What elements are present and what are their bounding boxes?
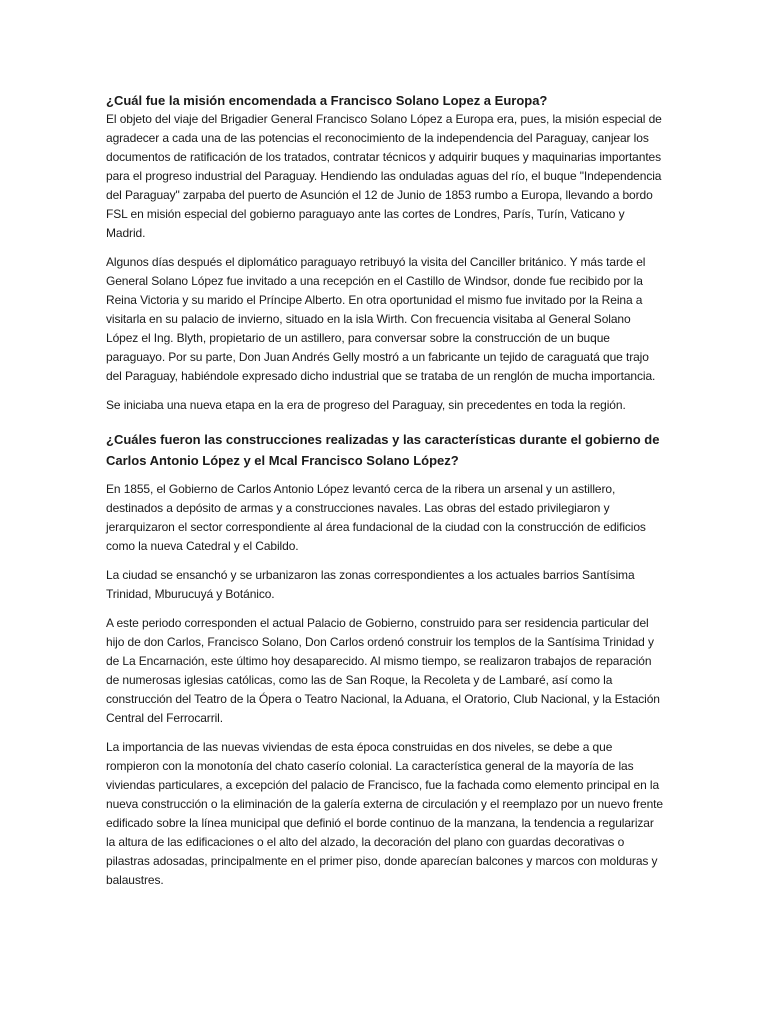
section-2-paragraph-4: La importancia de las nuevas viviendas de esta época construidas en dos niveles, se debe a que rompieron con la monotonía del chato caserío colonial. La característica general de la mayoría de las viviendas particulares, a excepción del palacio de Francisco, fue la fachada como elemento principal en la nueva construcción o la eliminación de la galería externa de circulación y el reemplazo por un nuevo frente edificado sobre la línea municipal que definió el borde continuo de la manzana, la tendencia a regularizar la altura de las edificaciones o el alto del alzado, la decoración del plano con guardas decorativas o pilastras adosadas, principalmente en el primer piso, donde aparecían balcones y marcos con molduras y balaustres.: [106, 740, 663, 887]
section-2-paragraph-2: La ciudad se ensanchó y se urbanizaron las zonas correspondientes a los actuales barrios Santísima Trinidad, Mburucuyá y Botánico.: [106, 568, 635, 601]
section-1-paragraph-3: Se iniciaba una nueva etapa en la era de progreso del Paraguay, sin precedentes en toda la región.: [106, 398, 626, 412]
document-page: [106, 91, 664, 900]
section-1-heading: ¿Cuál fue la misión encomendada a Francisco Solano Lopez a Europa?: [106, 93, 548, 108]
section-2-paragraph-3: A este periodo corresponden el actual Palacio de Gobierno, construido para ser residencia particular del hijo de don Carlos, Francisco Solano, Don Carlos ordenó construir los templos de la Santísima Trinidad y de La Encarnación, este último hoy desaparecido. Al mismo tiempo, se realizaron trabajos de reparación de numerosas iglesias católicas, como las de San Roque, la Recoleta y de Lambaré, así como la construcción del Teatro de la Ópera o Teatro Nacional, la Aduana, el Oratorio, Club Nacional, y la Estación Central del Ferrocarril.: [106, 616, 660, 725]
section-1-paragraph-1: El objeto del viaje del Brigadier General Francisco Solano López a Europa era, pues, la misión especial de agradecer a cada una de las potencias el reconocimiento de la independencia del Paraguay, canjear los documentos de ratificación de los tratados, contratar técnicos y adquirir buques y maquinarias importantes para el progreso industrial del Paraguay. Hendiendo las onduladas aguas del río, el buque "Independencia del Paraguay" zarpaba del puerto de Asunción el 12 de Junio de 1853 rumbo a Europa, llevando a bordo FSL en misión especial del gobierno paraguayo ante las cortes de Londres, París, Turín, Vaticano y Madrid.: [106, 112, 662, 240]
section-2-heading: ¿Cuáles fueron las construcciones realizadas y las características durante el gobierno de Carlos Antonio López y el Mcal Francisco Solano López?: [106, 432, 660, 468]
section-2-paragraph-1: En 1855, el Gobierno de Carlos Antonio López levantó cerca de la ribera un arsenal y un astillero, destinados a depósito de armas y a construcciones navales. Las obras del estado privilegiaron y jerarquizaron el sector correspondiente al área fundacional de la ciudad con la construcción de edificios como la nueva Catedral y el Cabildo.: [106, 482, 646, 553]
section-1-paragraph-2: Algunos días después el diplomático paraguayo retribuyó la visita del Canciller británico. Y más tarde el General Solano López fue invitado a una recepción en el Castillo de Windsor, donde fue recibido por la Reina Victoria y su marido el Príncipe Alberto. En otra oportunidad el mismo fue invitado por la Reina a visitarla en su palacio de invierno, situado en la isla Wirth. Con frecuencia visitaba al General Solano López el Ing. Blyth, propietario de un astillero, para conversar sobre la construcción de un buque paraguayo. Por su parte, Don Juan Andrés Gelly mostró a un fabricante un tejido de caraguatá que trajo del Paraguay, habiéndole expresado dicho industrial que se trataba de un renglón de mucha importancia.: [106, 255, 656, 383]
